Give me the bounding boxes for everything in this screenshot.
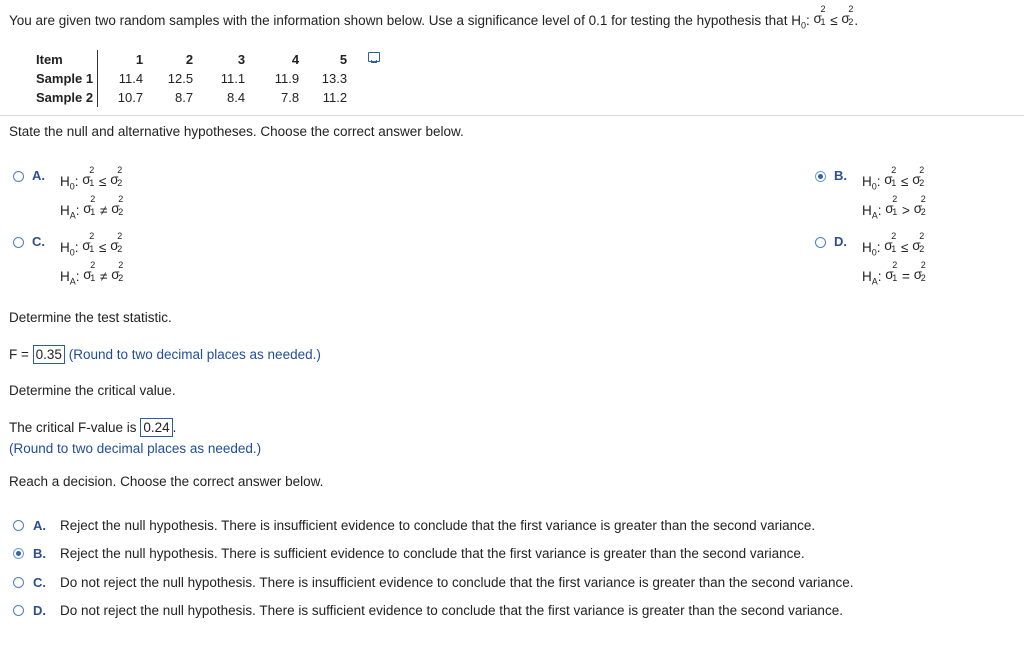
table-header-cell: 5	[339, 52, 348, 67]
option-letter-a: A.	[32, 168, 45, 183]
table-header-cell: Item	[33, 50, 98, 69]
test-statistic-line: F = 0.35 (Round to two decimal places as needed.)	[9, 347, 321, 362]
table-row: Sample 2 10.7 8.7 8.4 7.8 11.2	[33, 88, 352, 107]
decision-option-b: Reject the null hypothesis. There is sufficient evidence to conclude that the first variance is greater than the second variance.	[60, 546, 805, 561]
option-b-ha: $H_A$: σ 2 1 > σ 2 2	[862, 194, 926, 221]
option-letter-b: B.	[834, 168, 847, 183]
divider	[0, 115, 1024, 116]
option-a-h0: $H_0$: σ 2 1 ≤ σ 2 2	[60, 165, 123, 192]
radio-decision-c[interactable]	[13, 577, 24, 588]
radio-decision-b[interactable]	[13, 548, 24, 559]
sigma-2-squared: σ 2 2	[841, 4, 854, 27]
radio-option-b[interactable]	[815, 171, 826, 182]
option-d-h0: $H_0$: σ 2 1 ≤ σ 2 2	[862, 231, 925, 258]
decision-letter-d: D.	[33, 603, 46, 618]
decision-letter-c: C.	[33, 575, 46, 590]
q1-prompt: State the null and alternative hypotheses. Choose the correct answer below.	[9, 124, 464, 139]
option-c-h0: $H_0$: σ 2 1 ≤ σ 2 2	[60, 231, 123, 258]
radio-decision-a[interactable]	[13, 520, 24, 531]
rounding-hint: (Round to two decimal places as needed.)	[68, 347, 321, 362]
critical-value-answer[interactable]: 0.24	[140, 418, 172, 437]
table-header-cell: 3	[237, 52, 246, 67]
table-header-cell: 4	[291, 52, 300, 67]
test-statistic-answer[interactable]: 0.35	[33, 345, 65, 364]
radio-option-a[interactable]	[13, 171, 24, 182]
rounding-hint: (Round to two decimal places as needed.)	[9, 441, 262, 456]
option-b-h0: $H_0$: σ 2 1 ≤ σ 2 2	[862, 165, 925, 192]
q4-prompt: Reach a decision. Choose the correct answer below.	[9, 474, 324, 489]
option-a-ha: $H_A$: σ 2 1 ≠ σ 2 2	[60, 194, 124, 221]
q3-prompt: Determine the critical value.	[9, 383, 176, 398]
decision-option-c: Do not reject the null hypothesis. There is insufficient evidence to conclude that the first variance is greater than the second variance.	[60, 575, 854, 590]
q2-prompt: Determine the test statistic.	[9, 310, 172, 325]
critical-value-line: The critical F-value is 0.24 .	[9, 420, 177, 435]
sample-data-table	[33, 50, 352, 107]
sigma-1-squared: σ 2 1	[813, 4, 826, 27]
table-header-cell: 1	[135, 52, 144, 67]
copy-icon[interactable]	[368, 52, 380, 62]
decision-option-d: Do not reject the null hypothesis. There is sufficient evidence to conclude that the first variance is greater than the second variance.	[60, 603, 843, 618]
option-letter-c: C.	[32, 234, 45, 249]
table-header-row	[33, 50, 352, 69]
option-d-ha: $H_A$: σ 2 1 = σ 2 2	[862, 260, 926, 287]
option-letter-d: D.	[834, 234, 847, 249]
table-header-cell: 2	[185, 52, 194, 67]
table-row: Sample 1 11.4 12.5 11.1 11.9 13.3	[33, 69, 352, 88]
radio-option-d[interactable]	[815, 237, 826, 248]
option-c-ha: $H_A$: σ 2 1 ≠ σ 2 2	[60, 260, 124, 287]
decision-option-a: Reject the null hypothesis. There is insufficient evidence to conclude that the first variance is greater than the second variance.	[60, 518, 816, 533]
radio-decision-d[interactable]	[13, 605, 24, 616]
decision-letter-a: A.	[33, 518, 46, 533]
radio-option-c[interactable]	[13, 237, 24, 248]
question-prompt: You are given two random samples with the information shown below. Use a significance level of 0.1 for testing the hypothesis that $H_0$: σ 2 1 ≤ σ 2 2 .	[9, 4, 859, 31]
decision-letter-b: B.	[33, 546, 46, 561]
